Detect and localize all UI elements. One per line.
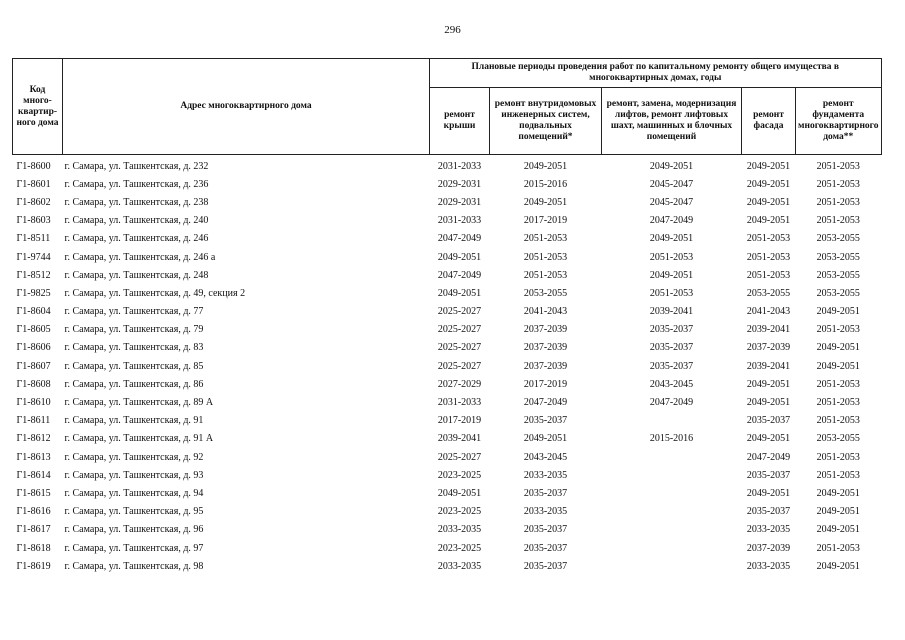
cell-foundation: 2051-2053 (816, 451, 860, 463)
table-row (13, 393, 882, 411)
cell-roof: 2027-2029 (437, 378, 482, 390)
table-row (13, 412, 882, 430)
cell-code: Г1-8617 (16, 524, 51, 536)
cell-lifts: 2051-2053 (649, 251, 694, 263)
cell-code: Г1-8608 (16, 378, 51, 390)
table-row (13, 303, 882, 321)
cell-address: г. Самара, ул. Ташкентская, д. 94 (64, 487, 204, 499)
cell-address: г. Самара, ул. Ташкентская, д. 246 а (64, 251, 216, 263)
cell-systems: 2051-2053 (523, 269, 568, 281)
cell-facade: 2037-2039 (746, 542, 791, 554)
cell-address: г. Самара, ул. Ташкентская, д. 97 (64, 542, 204, 554)
cell-roof: 2039-2041 (437, 433, 482, 445)
cell-lifts: 2049-2051 (649, 160, 694, 172)
cell-foundation: 2049-2051 (816, 524, 860, 536)
cell-code: Г1-8601 (16, 178, 51, 190)
cell-code: Г1-8604 (16, 306, 51, 318)
cell-roof: 2047-2049 (437, 233, 482, 245)
cell-systems: 2049-2051 (523, 196, 568, 208)
header-planned-periods: Плановые периоды проведения работ по капитальному ремонту общего имущества в многоквартирных домах, годы (430, 59, 882, 88)
cell-facade: 2033-2035 (746, 524, 791, 536)
cell-lifts: 2047-2049 (649, 397, 694, 409)
cell-systems: 2035-2037 (523, 524, 568, 536)
cell-systems: 2035-2037 (523, 415, 568, 427)
cell-facade: 2049-2051 (746, 378, 791, 390)
cell-code: Г1-8606 (16, 342, 51, 354)
cell-address: г. Самара, ул. Ташкентская, д. 246 (64, 233, 209, 245)
cell-code: Г1-8512 (16, 269, 51, 281)
page-number: 296 (444, 24, 461, 36)
cell-systems: 2049-2051 (523, 433, 568, 445)
cell-roof: 2025-2027 (437, 306, 482, 318)
cell-roof: 2025-2027 (437, 342, 482, 354)
cell-foundation: 2049-2051 (816, 360, 860, 372)
cell-roof: 2029-2031 (437, 178, 482, 190)
cell-lifts: 2045-2047 (649, 178, 694, 190)
cell-address: г. Самара, ул. Ташкентская, д. 232 (64, 160, 209, 172)
table-row (13, 357, 882, 375)
cell-code: Г1-8614 (16, 469, 51, 481)
cell-code: Г1-8618 (16, 542, 51, 554)
cell-roof: 2023-2025 (437, 542, 482, 554)
cell-code: Г1-8613 (16, 451, 51, 463)
cell-lifts (602, 539, 742, 557)
cell-systems: 2037-2039 (523, 360, 568, 372)
cell-roof: 2025-2027 (437, 451, 482, 463)
table-row (13, 339, 882, 357)
cell-lifts: 2039-2041 (649, 306, 694, 318)
table-row (13, 448, 882, 466)
cell-code: Г1-8616 (16, 506, 51, 518)
cell-facade: 2053-2055 (746, 287, 791, 299)
cell-address: г. Самара, ул. Ташкентская, д. 92 (64, 451, 204, 463)
cell-systems: 2017-2019 (523, 215, 568, 227)
cell-address: г. Самара, ул. Ташкентская, д. 236 (64, 178, 209, 190)
header-engineering-systems-repair: ремонт внутридомовых инженерных систем, подвальных помещений* (490, 88, 602, 155)
table-row (13, 193, 882, 211)
cell-facade: 2039-2041 (746, 324, 791, 336)
cell-lifts: 2045-2047 (649, 196, 694, 208)
cell-roof: 2047-2049 (437, 269, 482, 281)
cell-foundation: 2049-2051 (816, 342, 860, 354)
cell-systems: 2037-2039 (523, 324, 568, 336)
cell-roof: 2017-2019 (437, 415, 482, 427)
table-row (13, 248, 882, 266)
cell-foundation: 2051-2053 (816, 378, 860, 390)
table-row (13, 375, 882, 393)
cell-facade: 2039-2041 (746, 360, 791, 372)
cell-facade: 2049-2051 (746, 160, 791, 172)
cell-facade: 2035-2037 (746, 469, 791, 481)
cell-facade: 2049-2051 (746, 196, 791, 208)
cell-roof: 2033-2035 (437, 560, 482, 572)
cell-code: Г1-8607 (16, 360, 51, 372)
cell-foundation: 2053-2055 (816, 433, 860, 445)
cell-address: г. Самара, ул. Ташкентская, д. 98 (64, 560, 204, 572)
header-lift-repair: ремонт, замена, модернизация лифтов, ремонт лифтовых шахт, машинных и блочных помещений (602, 88, 742, 155)
cell-systems: 2035-2037 (523, 560, 568, 572)
table-row (13, 230, 882, 248)
cell-lifts: 2035-2037 (649, 342, 694, 354)
cell-roof: 2033-2035 (437, 524, 482, 536)
cell-facade: 2033-2035 (746, 560, 791, 572)
cell-address: г. Самара, ул. Ташкентская, д. 49, секция 2 (64, 287, 246, 299)
capital-repair-schedule-table (12, 58, 882, 575)
header-facade-repair: ремонт фасада (742, 88, 796, 155)
cell-facade: 2035-2037 (746, 415, 791, 427)
cell-code: Г1-8602 (16, 196, 51, 208)
cell-facade: 2035-2037 (746, 506, 791, 518)
cell-address: г. Самара, ул. Ташкентская, д. 86 (64, 378, 204, 390)
cell-foundation: 2051-2053 (816, 324, 860, 336)
cell-foundation: 2053-2055 (816, 287, 860, 299)
cell-systems: 2015-2016 (523, 178, 568, 190)
cell-address: г. Самара, ул. Ташкентская, д. 89 А (64, 397, 214, 409)
cell-address: г. Самара, ул. Ташкентская, д. 91 (64, 415, 204, 427)
table-row (13, 430, 882, 448)
cell-systems: 2051-2053 (523, 251, 568, 263)
cell-code: Г1-8603 (16, 215, 51, 227)
cell-code: Г1-8619 (16, 560, 51, 572)
cell-systems: 2035-2037 (523, 487, 568, 499)
cell-address: г. Самара, ул. Ташкентская, д. 240 (64, 215, 209, 227)
cell-foundation: 2051-2053 (816, 160, 860, 172)
cell-systems: 2043-2045 (523, 451, 568, 463)
cell-lifts (602, 484, 742, 502)
cell-roof: 2023-2025 (437, 469, 482, 481)
cell-code: Г1-8611 (16, 415, 51, 427)
cell-code: Г1-8610 (16, 397, 51, 409)
cell-lifts: 2051-2053 (649, 287, 694, 299)
cell-lifts: 2047-2049 (649, 215, 694, 227)
cell-roof: 2031-2033 (437, 215, 482, 227)
cell-facade: 2049-2051 (746, 178, 791, 190)
cell-address: г. Самара, ул. Ташкентская, д. 93 (64, 469, 204, 481)
cell-code: Г1-8511 (16, 233, 51, 245)
cell-facade: 2041-2043 (746, 306, 791, 318)
cell-address: г. Самара, ул. Ташкентская, д. 91 А (64, 433, 214, 445)
cell-facade: 2051-2053 (746, 269, 791, 281)
cell-foundation: 2053-2055 (816, 233, 860, 245)
cell-foundation: 2049-2051 (816, 560, 860, 572)
cell-lifts: 2035-2037 (649, 324, 694, 336)
cell-facade: 2037-2039 (746, 342, 791, 354)
cell-systems: 2033-2035 (523, 506, 568, 518)
cell-systems: 2049-2051 (523, 160, 568, 172)
cell-roof: 2023-2025 (437, 506, 482, 518)
cell-roof: 2025-2027 (437, 324, 482, 336)
table-row (13, 466, 882, 484)
cell-roof: 2025-2027 (437, 360, 482, 372)
cell-address: г. Самара, ул. Ташкентская, д. 77 (64, 306, 204, 318)
header-roof-repair: ремонт крыши (430, 88, 490, 155)
cell-code: Г1-8605 (16, 324, 51, 336)
cell-roof: 2031-2033 (437, 160, 482, 172)
cell-foundation: 2053-2055 (816, 251, 860, 263)
cell-systems: 2017-2019 (523, 378, 568, 390)
cell-systems: 2051-2053 (523, 233, 568, 245)
cell-foundation: 2049-2051 (816, 306, 860, 318)
cell-lifts (602, 448, 742, 466)
cell-lifts: 2035-2037 (649, 360, 694, 372)
cell-systems: 2047-2049 (523, 397, 568, 409)
cell-facade: 2049-2051 (746, 397, 791, 409)
cell-code: Г1-8612 (16, 433, 51, 445)
table-row (13, 503, 882, 521)
table-row (13, 321, 882, 339)
header-code: Код много-квартир-ного дома (13, 59, 63, 155)
cell-roof: 2029-2031 (437, 196, 482, 208)
cell-foundation: 2053-2055 (816, 269, 860, 281)
cell-roof: 2031-2033 (437, 397, 482, 409)
table-row (13, 266, 882, 284)
cell-foundation: 2051-2053 (816, 415, 860, 427)
cell-address: г. Самара, ул. Ташкентская, д. 96 (64, 524, 204, 536)
cell-facade: 2049-2051 (746, 433, 791, 445)
cell-foundation: 2051-2053 (816, 215, 860, 227)
header-address: Адрес многоквартирного дома (63, 59, 430, 155)
table-row (13, 175, 882, 193)
cell-foundation: 2049-2051 (816, 487, 860, 499)
cell-lifts: 2049-2051 (649, 233, 694, 245)
cell-facade: 2051-2053 (746, 233, 791, 245)
cell-foundation: 2051-2053 (816, 542, 860, 554)
cell-code: Г1-8615 (16, 487, 51, 499)
cell-facade: 2051-2053 (746, 251, 791, 263)
header-foundation-repair: ремонт фундамента многоквартирного дома** (796, 88, 882, 155)
table-row (13, 539, 882, 557)
cell-roof: 2049-2051 (437, 487, 482, 499)
cell-systems: 2053-2055 (523, 287, 568, 299)
cell-foundation: 2049-2051 (816, 506, 860, 518)
cell-address: г. Самара, ул. Ташкентская, д. 248 (64, 269, 209, 281)
cell-code: Г1-9744 (16, 251, 51, 263)
cell-systems: 2037-2039 (523, 342, 568, 354)
cell-lifts: 2049-2051 (649, 269, 694, 281)
cell-roof: 2049-2051 (437, 251, 482, 263)
table-row (13, 521, 882, 539)
cell-lifts (602, 412, 742, 430)
cell-address: г. Самара, ул. Ташкентская, д. 95 (64, 506, 204, 518)
table-row (13, 155, 882, 176)
cell-lifts (602, 521, 742, 539)
table-row (13, 284, 882, 302)
cell-address: г. Самара, ул. Ташкентская, д. 83 (64, 342, 204, 354)
cell-lifts (602, 503, 742, 521)
table-body (13, 155, 882, 576)
table-row (13, 557, 882, 575)
table-row (13, 212, 882, 230)
cell-facade: 2047-2049 (746, 451, 791, 463)
cell-foundation: 2051-2053 (816, 178, 860, 190)
cell-systems: 2035-2037 (523, 542, 568, 554)
cell-address: г. Самара, ул. Ташкентская, д. 79 (64, 324, 204, 336)
cell-lifts (602, 557, 742, 575)
cell-code: Г1-9825 (16, 287, 51, 299)
cell-systems: 2041-2043 (523, 306, 568, 318)
cell-roof: 2049-2051 (437, 287, 482, 299)
cell-facade: 2049-2051 (746, 487, 791, 499)
table-row (13, 484, 882, 502)
cell-facade: 2049-2051 (746, 215, 791, 227)
cell-address: г. Самара, ул. Ташкентская, д. 238 (64, 196, 209, 208)
cell-code: Г1-8600 (16, 160, 51, 172)
cell-systems: 2033-2035 (523, 469, 568, 481)
cell-foundation: 2051-2053 (816, 196, 860, 208)
cell-lifts (602, 466, 742, 484)
cell-address: г. Самара, ул. Ташкентская, д. 85 (64, 360, 204, 372)
cell-foundation: 2051-2053 (816, 469, 860, 481)
cell-foundation: 2051-2053 (816, 397, 860, 409)
cell-lifts: 2015-2016 (649, 433, 694, 445)
cell-lifts: 2043-2045 (649, 378, 694, 390)
